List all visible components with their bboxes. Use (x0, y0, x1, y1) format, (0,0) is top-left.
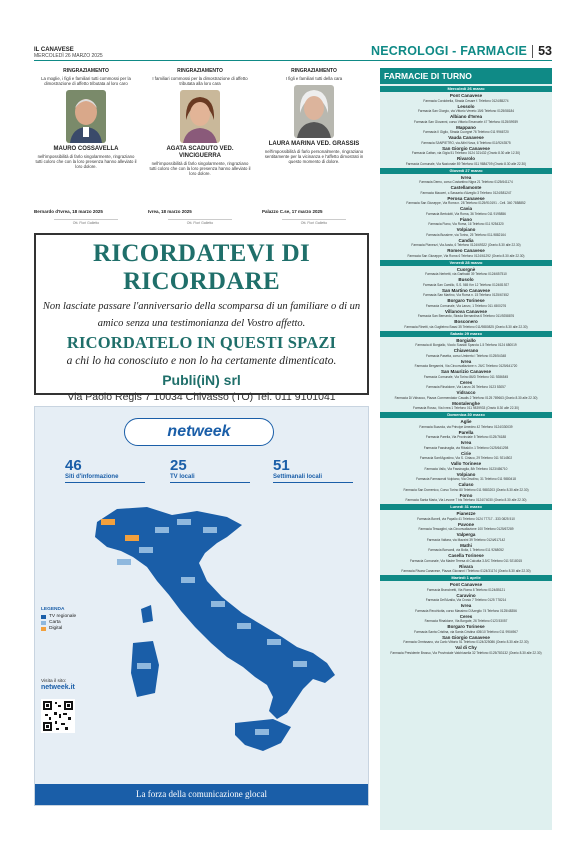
pharmacy-town: Forno (459, 492, 473, 498)
pharmacy-town: San Martino Canavese (441, 287, 491, 293)
pharmacy-details: Farmacia Sant'Agostino, Via S. Ciriaco, 29 Telefono 011 9214502 (419, 456, 513, 460)
legend-label: Carta (49, 620, 61, 625)
paper-name: IL CANAVESE (34, 47, 74, 53)
pharmacy-details: Farmacia Ormissano, via Carlo Vittorio 51 Telefono 0124/325086 (Orario 8.30 alle 22.30) (403, 640, 529, 644)
issue-date: MERCOLEDÌ 26 MARZO 2025 (34, 53, 103, 59)
obituary-photo (66, 90, 106, 143)
pharmacy-details: Farmacia Rivara Canavese, Piazza Giovanni I Telefono 0124/31174 (Orario 8.30 alle 22.30) (401, 569, 531, 573)
masthead (34, 47, 103, 59)
qr-code[interactable] (41, 699, 75, 733)
pharmacy-list (380, 86, 552, 655)
pharmacy-town: Vallo Torinese (450, 461, 482, 466)
pharmacy-details: Farmacia Comunale, Via Madre Teresa di Calcutta 3-5/C Telefono 011 9218015 (409, 558, 523, 563)
pharmacy-details: Farmacia Santa Cristina, via Santa Cristina 405/10 Telefono 011 9904967 (414, 629, 518, 634)
obituary-3 (262, 67, 366, 229)
pharmacy-town: Perosa Canavese (447, 195, 485, 201)
pharmacy-town: Mathi (460, 542, 472, 548)
divider (65, 482, 145, 483)
pharmacy-details: Farmacia Recchiotta, corso Massimo D'Azeglio 74 Telefono 0125/48356 (415, 608, 517, 613)
pharmacy-details: Farmacia Santa Maria, Via Levone 7 bis Telefono 0124/74030 (Orario 8.30 alle 22.30) (405, 498, 527, 502)
pharmacy-town: Busolo (458, 277, 474, 282)
divider (170, 482, 250, 483)
pharmacy-town: Ivrea (460, 603, 472, 608)
pharmacy-details: Farmacia Mauceri, c.Sassaria d'Azeglio 3 Telefono 0124/581247 (420, 190, 512, 195)
pharmacy-details: Farmacia Fiano, Via Roma, 16 Telefono 011 9254320 (428, 222, 504, 226)
obituary-place-date: Bernardo d'Ivrea, 18 marzo 2025 (34, 209, 103, 214)
obituary-body: nell'impossibilità di farlo personalmente, ringraziano sentitamente per la vicinanza e l'affetto dimostrati in questo momento di dolore. (264, 149, 364, 164)
pharmacy-details: Farmacia Nerbetti, via Garibaldi 39 Telefono 0124/657510 (425, 272, 507, 276)
legend-item (41, 626, 76, 631)
pharmacy-details: Farmacia Brancinetti, Via Roma 8 Telefono 0124/85121 (426, 587, 506, 592)
visit-label: Visita il sito: (41, 679, 67, 684)
pharmacy-details: Farmacia Bergamini, Via Circonvallazione n. 26/C Telefono 0125/641720 (414, 364, 518, 368)
pharmacy-details: Farmacia San Domenico, Corso Torino 80 Telefono 011 9883203 (Orario 8.30 alle 22.30) (403, 487, 529, 492)
ad-headline: RICORDATEVI DI RICORDARE (93, 240, 310, 295)
pharmacy-town: Rivarolo (456, 156, 475, 161)
obituary-heading: RINGRAZIAMENTO (291, 68, 337, 74)
pharmacy-details: Farmacia Cordobella, Strada Cesare f. Telefono 0124/85274 (423, 98, 509, 103)
map-legend (41, 607, 76, 632)
pharmacy-details: Farmacia Pasetta, corso Umberto I Telefono 0125/54348 (425, 353, 507, 358)
pharmacy-column (380, 68, 552, 830)
pharmacy-day-header: Martedì 1 aprile (380, 575, 552, 581)
pharmacy-details: Farmacia Rinetti, via Guglielmo Bassi 35 Telefono 011/9880825 (Orario 8.30 alle 22.30) (404, 324, 528, 329)
legend-item (41, 614, 76, 619)
netweek-advertisement (34, 406, 369, 806)
pharmacy-details: Farmacia Parella, Via Provinciale 5 Telefono 0125/76188 (425, 435, 507, 439)
pharmacy-town: Candia (458, 237, 474, 243)
pharmacy-details: Farmacia Dell'Azalia, Via Crosio 7 Telefono 0125 778214 (425, 598, 507, 602)
pharmacy-town: Pont Canavese (449, 93, 483, 98)
pharmacy-day-header: Sabato 29 marzo (380, 331, 552, 337)
pharmacy-town: Cuorgnè (456, 266, 476, 272)
pharmacy-details: Farmacia Di Vidracco, Piazza Commendator Casalis 2 Telefono 0125 789663 (Orario 8.30 alle 22.30) (394, 395, 538, 400)
pharmacy-town: Casella Torinese (448, 553, 484, 558)
pharmacy-title: FARMACIE DI TURNO (380, 68, 552, 84)
stat-weeklies (273, 457, 363, 483)
netweek-slogan: La forza della comunicazione glocal (35, 784, 368, 805)
pharmacy-town: Pavone (457, 521, 474, 527)
pharmacy-details: Farmacia San Giuseppe, Via Roma 6 Telefono 0124/61292 (Orario 8.30 alle 22.30) (407, 253, 525, 258)
stat-number: 46 (65, 457, 82, 474)
header-divider (532, 45, 533, 58)
stat-tv (170, 457, 260, 483)
pharmacy-town: Caluso (458, 482, 474, 487)
pharmacy-details: Farmacia Buzzola, via Principe Amedeo 42 Telefono 0124/330039 (419, 424, 513, 429)
obituary-signature: Ott. Fiori Galletto (300, 221, 328, 225)
pharmacy-town: Mappano (456, 124, 476, 130)
pharmacy-details: Farmacia San Giovanni, corso Vittorio Emanuele 47 Telefono 0125/59939 (414, 119, 518, 124)
pharmacy-town: San Maurizio Canavese (440, 369, 492, 374)
ad-subtext: Non lasciate passare l'anniversario della scomparsa di un familiare o di un amico senza una testimonianza del Vostro affetto. (42, 301, 361, 329)
obituary-intro: La moglie, i figli e familiari tutti commossi per la dimostrazione di affetto tributata al loro caro (41, 76, 131, 86)
netweek-logo (124, 418, 274, 446)
pharmacy-details: Farmacia Rosso, Via Ivrea 1 Telefono 011 9839933 (Orario 8.30 alle 22.30) (413, 406, 519, 410)
pharmacy-details: Farmacia San Giuseppe, Via Roma n. 28 Telefono 0125/910191 - Cell. 340 7858852 (406, 201, 526, 205)
pharmacy-town: Caravino (456, 592, 476, 598)
pharmacy-details: Farmacia Bonell, via Papallo 41 Telefono 0124 77717 - 333 0825 510 (417, 516, 515, 521)
pharmacy-details: Farmacia Bertolotti, Via Roma, 36 Telefono 011 9195856 (426, 211, 506, 216)
divider (54, 219, 118, 220)
section-title: NECROLOGI - FARMACIE (371, 44, 528, 58)
obituary-place-date: Ivrea, 18 marzo 2025 (148, 209, 192, 214)
stat-label: TV locali (170, 474, 195, 480)
pharmacy-town: Cirie (460, 450, 471, 456)
pharmacy-day-header: Mercoledì 26 marzo (380, 86, 552, 92)
obituary-1 (34, 67, 138, 229)
pharmacy-town: Ivrea (460, 440, 472, 445)
divider (282, 219, 346, 220)
memorial-advertisement (34, 233, 369, 403)
pharmacy-details: Farmacia Rinaldone, Via Borgate, 26 Telefono 0123 53057 (424, 619, 508, 623)
stat-websites (65, 457, 155, 483)
legend-swatch (41, 621, 46, 625)
obituary-photo (294, 85, 334, 138)
pharmacy-town: San Giorgio Canavese (442, 145, 490, 151)
pharmacy-town: Castellamonte (450, 185, 482, 190)
legend-item (41, 620, 76, 625)
section-header (371, 44, 552, 58)
pharmacy-details: Farmacia San Martino, Via Roma n. 15 Telefono 0125/67452 (423, 293, 509, 297)
ad-headline-secondary: RICORDATELO IN QUESTI SPAZI (66, 333, 337, 352)
pharmacy-details: Farmacia Farmaceuti Volpiano, Via Orsolino, 31 Telefono 011 9880418 (416, 477, 516, 481)
obituary-place-date: Palazzo C.se, 17 marzo 2025 (262, 209, 323, 214)
pharmacy-town: Chiaverano (453, 348, 479, 353)
pharmacy-day-header: Venerdì 28 marzo (380, 260, 552, 266)
pharmacy-town: Romeo Canavese (447, 248, 485, 253)
pharmacy-town: Lessolo (457, 103, 475, 109)
pharmacy-details: Farmacia Comunale, Via Torino 86/D Telefono 011 9286545 (423, 374, 509, 379)
pharmacy-details: Farmacia Il Giglio, Strada Cuorgnè 76 Telefono 011 9966720 (423, 130, 509, 134)
ad-brand: Publi(iN) srl (162, 372, 241, 388)
legend-swatch (41, 627, 46, 631)
header-rule (34, 60, 552, 61)
pharmacy-town: Pont Canavese (449, 582, 483, 587)
pharmacy-town: Borgaro Torinese (447, 298, 485, 303)
pharmacy-details: Farmacia Fassinaglia, via Ribaldi n.1 Telefono 0125/641298 (423, 445, 509, 450)
pharmacy-details: Farmacia Cattan, via Gigia 51 Telefono 0124 321432 (Orario 8.30 alle 12.30) (411, 151, 521, 155)
pharmacy-town: Volpiano (456, 227, 476, 232)
pharmacy-town: Volpiano (456, 471, 476, 477)
pharmacy-town: Parella (458, 429, 474, 435)
pharmacy-town: Albiano d'Ivrea (449, 114, 483, 119)
legend-swatch (41, 615, 46, 619)
italy-map (77, 497, 357, 777)
pharmacy-details: Farmacia Presidente Brosso, Via Provinciale Valchiusella 32 Telefono 0125/783132 (Orario 8.30 alle 22.30) (390, 650, 542, 655)
pharmacy-details: Farmacia Pianezzi, Via Aosta, 6 Telefono 0124/69322 (Orario 8.30 alle 22.30) (411, 243, 521, 247)
pharmacy-town: Montalenghe (452, 400, 480, 406)
pharmacy-town: Vidracco (456, 390, 476, 395)
legend-label: TV regionale (49, 614, 77, 619)
pharmacy-town: Rivara (459, 563, 473, 569)
pharmacy-town: Bosconero (454, 319, 478, 324)
stat-number: 51 (273, 457, 290, 474)
deceased-name: LAURA MARINA VED. GRASSIS (268, 141, 360, 147)
pharmacy-details: Farmacia di Borgiallo, Vicolo Sussidi Sparola 1-5 Telefono 0124 680019 (415, 343, 517, 347)
pharmacy-town: Ivrea (460, 174, 472, 180)
obituary-heading: RINGRAZIAMENTO (63, 68, 109, 74)
pharmacy-day-header: Giovedì 27 marzo (380, 168, 552, 174)
obituary-heading: RINGRAZIAMENTO (177, 68, 223, 74)
ad-address: Via Paolo Regis 7 10034 Chivasso (TO) Tel. 011 9101041 (67, 391, 336, 403)
ad-tagline: a chi lo ha conosciuto e non lo ha certamente dimenticato. (66, 355, 337, 367)
legend-label: Digital (49, 626, 63, 631)
visit-site (41, 679, 75, 691)
obituary-2 (148, 67, 252, 229)
deceased-name: MAURO COSSAVELLA (53, 146, 119, 152)
pharmacy-details: Farmacia Demo, corso Costantino Nigra 21 Telefono 0125/641174 (419, 180, 513, 184)
pharmacy-town: Vauda Canavese (448, 135, 484, 140)
pharmacy-town: Borgiallo (456, 337, 476, 343)
pharmacy-town: Valperga (456, 532, 476, 537)
obituary-body: nell'impossibilità di farlo singolarmente, ringraziano tutti coloro che con la loro presenza hanno alleviato il loro dolore. (149, 161, 251, 176)
pharmacy-details: Farmacia Comunale, Via Lanzo, 1 Telefono 011 4500276 (425, 303, 507, 308)
netweek-logo-text: netweek (167, 423, 231, 440)
pharmacy-town: Ceres (459, 379, 473, 385)
pharmacy-day-header: Domenica 30 marzo (380, 412, 552, 418)
pharmacy-details: Farmacia Tessaglini, via Circonvallazione 100 Telefono 0125/67289 (418, 527, 514, 531)
visit-url[interactable]: netweek.it (41, 684, 75, 691)
pharmacy-town: Val di Chy (455, 645, 477, 650)
pharmacy-details: Farmacia Valtara, via Mazzini 39 Telefono 0124/617142 (426, 537, 506, 542)
pharmacy-details: Farmacia San Bernardo, Strada Bernardina 6 Telefono 011/9258876 (417, 314, 515, 318)
pharmacy-details: Farmacia Comunale, Via Nazionale 89 Telefono 011 9884709 (Orario 8.30 alle 22.30) (405, 161, 527, 166)
pharmacy-town: Fiano (460, 216, 472, 222)
stat-label: Settimanali locali (273, 474, 323, 480)
stat-label: Siti d'informazione (65, 474, 119, 480)
obituary-photo (180, 90, 220, 143)
pharmacy-details: Farmacia Rinaldone, Via Lanzo 26 Telefono 0123 53057 (426, 385, 506, 389)
pharmacy-details: Farmacia Vallo, Via Fassinaglia, 8/b Telefono 0123/456710 (424, 466, 508, 471)
pharmacy-details: Farmacia SANPIETRO, via Altiri Nova, 6 Telefono 011/9243575 (421, 140, 511, 145)
pharmacy-details: Farmacia Bussiere, via Torino, 25 Telefono 011-9882164 (426, 232, 506, 237)
pharmacy-details: Farmacia San Camillo, S.S. 565 Km 12 Telefono 0124/81927 (422, 282, 510, 287)
pharmacy-town: Villanova Canavese (445, 308, 487, 314)
stat-number: 25 (170, 457, 187, 474)
pharmacy-town: Ivrea (460, 358, 472, 364)
page-number: 53 (538, 44, 552, 58)
divider (168, 219, 232, 220)
pharmacy-town: Cavia (459, 206, 472, 211)
deceased-name: AGATA SCADUTO VED. VINCIGUERRA (166, 146, 234, 159)
pharmacy-town: Ceres (459, 613, 473, 619)
pharmacy-town: San Giorgio Canavese (442, 634, 490, 640)
pharmacy-details: Farmacia San Giorgio, via Vittorio Veneto 15/6 Telefono 0125/58184 (417, 109, 515, 113)
legend-title: LEGENDA (41, 607, 65, 612)
pharmacy-details: Farmacia Borsardi, via Bolla, 1 Telefono 011 9268052 (428, 548, 504, 552)
obituary-signature: Ott. Fiori Galletto (186, 221, 214, 225)
pharmacy-town: Pianezze (456, 511, 476, 516)
pharmacy-town: Borgaro Torinese (447, 624, 485, 629)
divider (273, 482, 353, 483)
pharmacy-town: Aglie (460, 419, 472, 424)
obituary-intro: I figli e familiari tutti della cara (285, 76, 343, 81)
pharmacy-day-header: Lunedì 31 marzo (380, 504, 552, 510)
obituary-body: nell'impossibilità di farlo singolarmente, ringraziano tutti coloro che con la loro presenza hanno alleviato il loro dolore. (35, 154, 137, 169)
obituary-signature: Ott. Fiori Galletto (72, 221, 100, 225)
obituary-intro: I familiari commossi per la dimostrazione di affetto tributata alla loro cara (152, 76, 248, 86)
